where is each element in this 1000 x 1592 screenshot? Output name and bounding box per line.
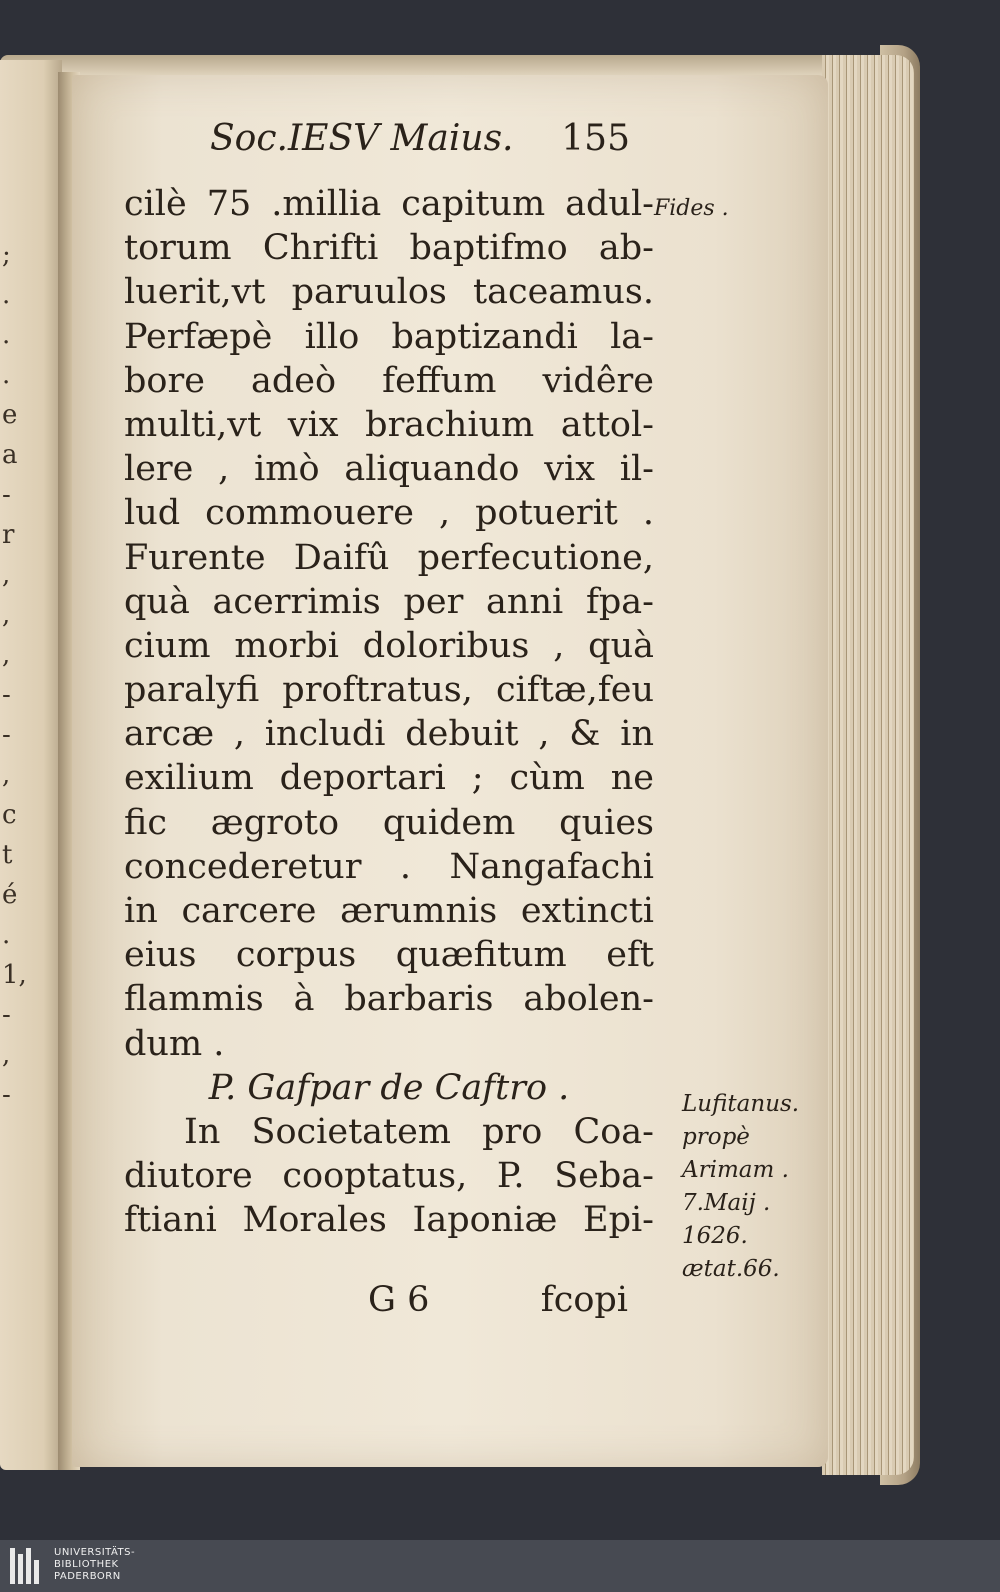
- verso-fragment: -: [2, 680, 11, 710]
- book-top-edge: [0, 55, 890, 77]
- text-line: eius corpus quæfitum eft: [124, 935, 654, 976]
- running-title: Soc.IESV Maius.: [210, 118, 514, 159]
- text-line: Perfæpè illo baptizandi la-: [124, 316, 654, 357]
- folio-number: 155: [561, 118, 630, 159]
- verso-page: [0, 60, 62, 1470]
- text-line: In Societatem pro Coa-: [184, 1111, 654, 1152]
- verso-fragment: ,: [2, 760, 11, 790]
- marginal-note-line: 1626.: [682, 1223, 748, 1249]
- signature-mark: G 6: [368, 1280, 430, 1320]
- text-line: flammis à barbaris abolen-: [124, 979, 654, 1020]
- page-edges: [822, 55, 914, 1475]
- verso-fragment: .: [2, 920, 11, 950]
- library-name-line: PADERBORN: [54, 1571, 121, 1582]
- library-logo-icon: [10, 1548, 50, 1584]
- text-line: torum Chrifti baptifmo ab-: [124, 228, 654, 269]
- verso-fragment: -: [2, 1000, 11, 1030]
- section-heading: P. Gafpar de Caftro .: [208, 1067, 570, 1108]
- library-name-line: UNIVERSITÄTS-: [54, 1547, 136, 1558]
- verso-fragment: .: [2, 280, 11, 310]
- text-line: in carcere ærumnis extincti: [124, 891, 654, 931]
- verso-fragment: ,: [2, 1040, 11, 1070]
- verso-text-fragments: [0, 235, 27, 1115]
- library-name: [54, 1547, 135, 1583]
- text-line: luerit,vt paruulos taceamus.: [124, 272, 654, 313]
- marginal-note-line: 7.Maij .: [682, 1190, 771, 1216]
- verso-fragment: ,: [2, 560, 11, 590]
- marginal-note-biography: [682, 1088, 812, 1286]
- text-line: dum .: [124, 1023, 225, 1064]
- verso-fragment: .: [2, 360, 11, 390]
- verso-fragment: -: [2, 480, 11, 510]
- text-line: exilium deportari ; cùm ne: [124, 758, 654, 799]
- page-foot: [330, 1280, 650, 1326]
- text-line: paralyfi proftratus, ciftæ,feu: [124, 670, 654, 711]
- text-line: diutore cooptatus, P. Seba-: [124, 1156, 654, 1197]
- verso-fragment: .: [2, 320, 11, 350]
- text-line: bore adeò feffum vidêre: [124, 360, 654, 401]
- verso-fragment: a: [2, 440, 18, 470]
- verso-fragment: é: [2, 880, 18, 910]
- text-line: multi,vt vix brachium attol-: [124, 404, 654, 445]
- text-line: fic ægroto quidem quies: [124, 802, 654, 843]
- marginal-note-line: ætat.66.: [682, 1256, 780, 1282]
- text-line: arcæ , includi debuit , & in: [124, 714, 654, 755]
- marginal-note-line: propè: [682, 1124, 750, 1150]
- text-line: lere , imò aliquando vix il-: [124, 449, 654, 490]
- verso-fragment: e: [2, 400, 18, 430]
- verso-fragment: ,: [2, 600, 11, 630]
- viewer-footer: [0, 1540, 1000, 1592]
- main-text-block: [124, 182, 654, 1243]
- verso-fragment: t: [2, 840, 13, 870]
- text-line: concederetur . Nangafachi: [124, 846, 654, 887]
- library-name-line: BIBLIOTHEK: [54, 1559, 119, 1570]
- marginal-note-line: Arimam .: [682, 1157, 789, 1183]
- catchword: fcopi: [540, 1280, 628, 1320]
- text-line: cilè 75 .millia capitum adul-: [124, 184, 654, 224]
- marginal-note-line: Lufitanus.: [682, 1091, 800, 1117]
- verso-fragment: -: [2, 1080, 11, 1110]
- verso-fragment: c: [2, 800, 17, 830]
- marginal-note-fides: Fides .: [654, 196, 729, 221]
- verso-fragment: 1,: [2, 960, 27, 990]
- verso-fragment: -: [2, 720, 11, 750]
- text-line: ftiani Morales Iaponiæ Epi-: [124, 1200, 654, 1241]
- text-line: Furente Daifû perfecutione,: [124, 537, 654, 578]
- text-line: quà acerrimis per anni fpa-: [124, 581, 654, 622]
- verso-fragment: r: [2, 520, 15, 550]
- text-line: cium morbi doloribus , quà: [124, 625, 654, 666]
- text-line: lud commouere , potuerit .: [124, 493, 654, 534]
- verso-fragment: ,: [2, 640, 11, 670]
- verso-fragment: ;: [2, 240, 11, 270]
- running-header: [210, 118, 630, 168]
